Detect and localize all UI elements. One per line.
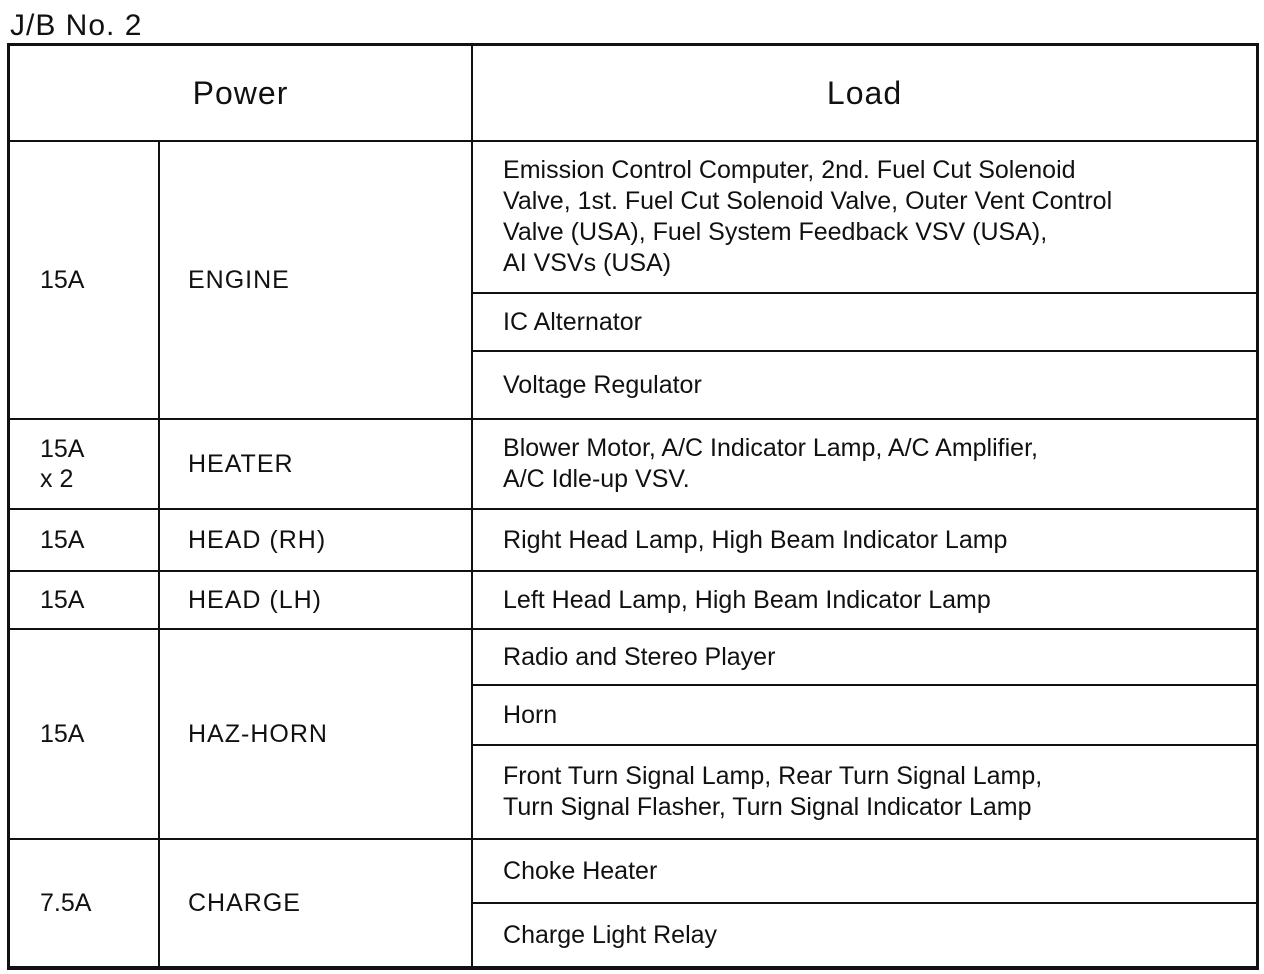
load-line: Turn Signal Flasher, Turn Signal Indicator Lamp [503, 793, 1032, 821]
fuse-amperage [9, 509, 159, 571]
load-cell [472, 839, 1257, 903]
load-cell [472, 903, 1257, 967]
load-line: Charge Light Relay [503, 920, 718, 949]
table-row [9, 839, 1257, 903]
fuse-circuit-name: HEAD (RH) [159, 509, 472, 571]
fuse-amperage-line: 15A [40, 435, 85, 463]
page-title: J/B No. 2 [10, 9, 143, 42]
fuse-circuit-name: ENGINE [159, 141, 472, 419]
load-line: Front Turn Signal Lamp, Rear Turn Signal Lamp, [503, 762, 1043, 790]
load-line: Emission Control Computer, 2nd. Fuel Cut Solenoid [503, 156, 1076, 184]
fuse-amperage-line: 15A [40, 266, 85, 294]
header-row [9, 45, 1257, 141]
fuse-amperage [9, 419, 159, 509]
load-line: Valve (USA), Fuel System Feedback VSV (USA), [503, 218, 1048, 246]
fuse-amperage [9, 629, 159, 839]
fuse-amperage [9, 839, 159, 967]
fuse-amperage [9, 141, 159, 419]
load-cell [472, 293, 1257, 351]
table-row [9, 571, 1257, 629]
load-cell [472, 629, 1257, 685]
fuse-amperage-line: 15A [40, 720, 85, 748]
load-line: Left Head Lamp, High Beam Indicator Lamp [503, 585, 991, 614]
load-line: Valve, 1st. Fuel Cut Solenoid Valve, Outer Vent Control [503, 187, 1113, 215]
fuse-amperage [9, 571, 159, 629]
load-cell [472, 745, 1257, 839]
load-line: Choke Heater [503, 856, 658, 885]
table-row [9, 141, 1257, 293]
fuse-circuit-name: CHARGE [159, 839, 472, 967]
fuse-amperage-line: 7.5A [40, 889, 92, 917]
table-body [9, 141, 1257, 967]
load-line: IC Alternator [503, 307, 642, 336]
fuse-amperage-line: 15A [40, 526, 85, 554]
table-row [9, 629, 1257, 685]
fuse-circuit-name: HAZ-HORN [159, 629, 472, 839]
fuse-circuit-name: HEATER [159, 419, 472, 509]
power-header: Power [9, 45, 472, 141]
fuse-circuit-name: HEAD (LH) [159, 571, 472, 629]
load-line: Voltage Regulator [503, 370, 702, 399]
load-cell [472, 351, 1257, 419]
fuse-table [8, 44, 1258, 968]
load-line: Blower Motor, A/C Indicator Lamp, A/C Amplifier, [503, 434, 1038, 462]
fuse-amperage-line: x 2 [40, 465, 74, 493]
load-line: Radio and Stereo Player [503, 642, 776, 671]
load-line: A/C Idle-up VSV. [503, 465, 690, 493]
load-line: Horn [503, 700, 558, 729]
load-cell [472, 571, 1257, 629]
fuse-amperage-line: 15A [40, 586, 85, 614]
load-cell [472, 685, 1257, 745]
load-cell [472, 419, 1257, 509]
table-row [9, 419, 1257, 509]
load-line: AI VSVs (USA) [503, 249, 672, 277]
load-cell [472, 141, 1257, 293]
load-line: Right Head Lamp, High Beam Indicator Lamp [503, 525, 1008, 554]
table-row [9, 509, 1257, 571]
load-cell [472, 509, 1257, 571]
load-header: Load [472, 45, 1257, 141]
